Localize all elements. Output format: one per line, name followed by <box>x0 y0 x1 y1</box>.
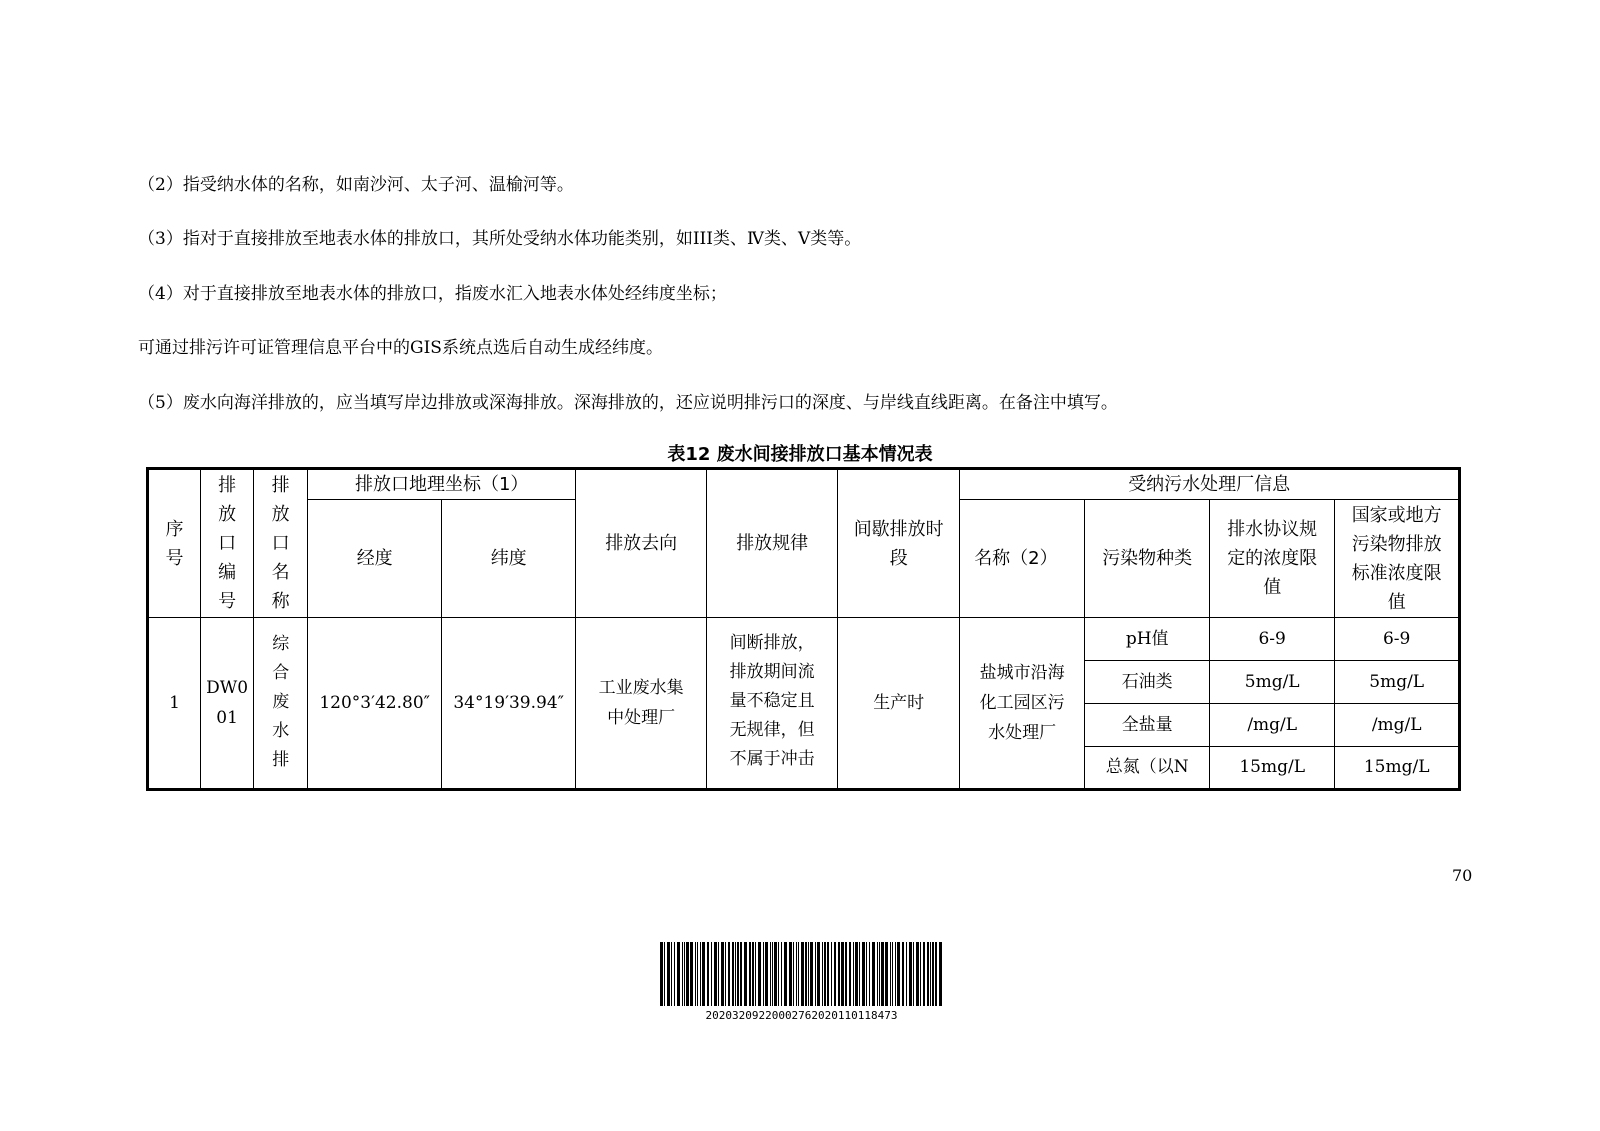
barcode-bar <box>827 942 829 1006</box>
barcode-bar <box>789 942 792 1006</box>
barcode-bar <box>932 942 934 1006</box>
cell-intermittent-period: 生产时 <box>838 618 960 790</box>
barcode-bar <box>793 942 794 1006</box>
indirect-discharge-outlet-table <box>146 467 1461 791</box>
header-plant-name: 名称（2） <box>960 500 1085 618</box>
cell-longitude: 120°3′42.80″ <box>308 618 442 790</box>
page-number: 70 <box>1452 866 1473 885</box>
cell-pollutant-name: pH值 <box>1085 618 1210 661</box>
barcode-bar <box>916 942 919 1006</box>
barcode-bar <box>927 942 929 1006</box>
barcode-bar <box>667 942 670 1006</box>
header-outlet-code: 排放口编号 <box>201 469 254 618</box>
barcode-bar <box>892 942 893 1006</box>
cell-standard-limit: 5mg/L <box>1335 661 1460 704</box>
barcode-bar <box>815 942 816 1006</box>
barcode-bar <box>707 942 709 1006</box>
barcode-bar <box>695 942 696 1006</box>
note-paragraph-3: （3）指对于直接排放至地表水体的排放口，其所处受纳水体功能类别，如III类、Ⅳ类、Ⅴ类等。 <box>138 229 862 249</box>
cell-agreed-limit: 5mg/L <box>1210 661 1335 704</box>
barcode-bar <box>831 942 832 1006</box>
barcode-bar <box>906 942 907 1006</box>
note-paragraph-4-continued: 可通过排污许可证管理信息平台中的GIS系统点选后自动生成经纬度。 <box>138 338 663 358</box>
header-longitude: 经度 <box>308 500 442 618</box>
barcode-bar <box>718 942 719 1006</box>
barcode-bar <box>808 942 809 1006</box>
barcode-bar <box>895 942 896 1006</box>
barcode-bar <box>872 942 875 1006</box>
cell-pollutant-name: 全盐量 <box>1085 704 1210 747</box>
barcode-bar <box>930 942 931 1006</box>
header-destination: 排放去向 <box>576 469 707 618</box>
barcode-bar <box>877 942 878 1006</box>
barcode-bar <box>778 942 779 1006</box>
barcode-bar <box>801 942 804 1006</box>
header-geo-coords: 排放口地理坐标（1） <box>308 469 576 500</box>
barcode-bar <box>711 942 712 1006</box>
barcode-bar <box>735 942 736 1006</box>
barcode-bar <box>784 942 787 1006</box>
barcode-bar <box>810 942 813 1006</box>
cell-agreed-limit: /mg/L <box>1210 704 1335 747</box>
barcode-bar <box>849 942 851 1006</box>
cell-standard-limit: /mg/L <box>1335 704 1460 747</box>
barcode-bar <box>853 942 854 1006</box>
barcode-bar <box>664 942 665 1006</box>
barcode-bar <box>781 942 782 1006</box>
barcode-bar <box>866 942 867 1006</box>
header-intermittent-period: 间歇排放时段 <box>838 469 960 618</box>
barcode-bar <box>755 942 756 1006</box>
barcode-bar <box>690 942 693 1006</box>
cell-pollutant-name: 总氮（以N <box>1085 747 1210 790</box>
barcode-bar <box>841 942 844 1006</box>
barcode-bar <box>796 942 797 1006</box>
cell-plant-name: 盐城市沿海化工园区污水处理厂 <box>960 618 1085 790</box>
note-paragraph-2: （2）指受纳水体的名称，如南沙河、太子河、温榆河等。 <box>138 175 574 195</box>
barcode-bar <box>744 942 747 1006</box>
note-paragraph-5: （5）废水向海洋排放的，应当填写岸边排放或深海排放。深海排放的，还应说明排污口的深度、与岸线直线距离。在备注中填写。 <box>138 393 1118 413</box>
header-latitude: 纬度 <box>442 500 576 618</box>
header-outlet-name: 排放口名称 <box>254 469 308 618</box>
barcode-bar <box>737 942 739 1006</box>
barcode-bar <box>765 942 768 1006</box>
cell-pollutant-name: 石油类 <box>1085 661 1210 704</box>
barcode-bar <box>862 942 865 1006</box>
barcode-bar <box>725 942 726 1006</box>
barcode-bar <box>885 942 888 1006</box>
barcode-bar <box>671 942 672 1006</box>
barcode-bar <box>859 942 860 1006</box>
header-plant-info: 受纳污水处理厂信息 <box>960 469 1460 500</box>
barcode-bar <box>697 942 698 1006</box>
barcode-bar <box>824 942 826 1006</box>
barcode-bar <box>890 942 891 1006</box>
barcode-number: 20203209220002762020110118473 <box>705 1009 898 1022</box>
barcode-bar <box>686 942 689 1006</box>
barcode-bar <box>879 942 880 1006</box>
barcode-bar <box>752 942 754 1006</box>
barcode-bar <box>684 942 685 1006</box>
barcode-bar <box>732 942 734 1006</box>
barcode-bar <box>834 942 836 1006</box>
barcode-bar <box>817 942 820 1006</box>
barcode-bar <box>913 942 914 1006</box>
barcode-bar <box>714 942 717 1006</box>
barcode-bar <box>902 942 904 1006</box>
cell-destination: 工业废水集中处理厂 <box>576 618 707 790</box>
barcode-bar <box>939 942 942 1006</box>
barcode-bar <box>770 942 771 1006</box>
cell-agreed-limit: 15mg/L <box>1210 747 1335 790</box>
barcode-bar <box>677 942 680 1006</box>
barcode-bar <box>822 942 823 1006</box>
barcode-bar <box>920 942 921 1006</box>
barcode-bar <box>721 942 724 1006</box>
barcode-bar <box>869 942 870 1006</box>
barcode-bar <box>740 942 742 1006</box>
barcode-bar <box>774 942 777 1006</box>
cell-latitude: 34°19′39.94″ <box>442 618 576 790</box>
cell-agreed-limit: 6-9 <box>1210 618 1335 661</box>
barcode-bar <box>923 942 925 1006</box>
barcode-bar <box>702 942 705 1006</box>
cell-standard-limit: 6-9 <box>1335 618 1460 661</box>
barcode-bar <box>935 942 937 1006</box>
barcode-bar <box>749 942 751 1006</box>
barcode-bar <box>763 942 764 1006</box>
header-pattern: 排放规律 <box>707 469 838 618</box>
barcode-bar <box>798 942 799 1006</box>
barcode-bar <box>758 942 761 1006</box>
barcode-bar <box>805 942 807 1006</box>
barcode-bar <box>728 942 730 1006</box>
barcode-bar <box>772 942 773 1006</box>
barcode-bar <box>897 942 900 1006</box>
barcode-bar <box>660 942 663 1006</box>
barcode-bar <box>881 942 884 1006</box>
cell-outlet-name: 综合废水排 <box>254 618 308 790</box>
barcode-bar <box>700 942 701 1006</box>
cell-pattern: 间断排放，排放期间流量不稳定且无规律，但不属于冲击 <box>707 618 838 790</box>
barcode-bar <box>682 942 683 1006</box>
barcode-image <box>658 942 945 1006</box>
barcode-bar <box>674 942 675 1006</box>
barcode-bar <box>838 942 840 1006</box>
table-caption: 表12 废水间接排放口基本情况表 <box>667 444 933 465</box>
cell-seq: 1 <box>148 618 201 790</box>
barcode-bar <box>909 942 912 1006</box>
header-pollutant-type: 污染物种类 <box>1085 500 1210 618</box>
cell-outlet-code: DW001 <box>201 618 254 790</box>
barcode-bar <box>855 942 858 1006</box>
header-seq: 序号 <box>148 469 201 618</box>
header-standard-limit: 国家或地方污染物排放标准浓度限值 <box>1335 500 1460 618</box>
cell-standard-limit: 15mg/L <box>1335 747 1460 790</box>
barcode-bar <box>845 942 847 1006</box>
header-agreed-limit: 排水协议规定的浓度限值 <box>1210 500 1335 618</box>
note-paragraph-4: （4）对于直接排放至地表水体的排放口，指废水汇入地表水体处经纬度坐标； <box>138 284 727 304</box>
